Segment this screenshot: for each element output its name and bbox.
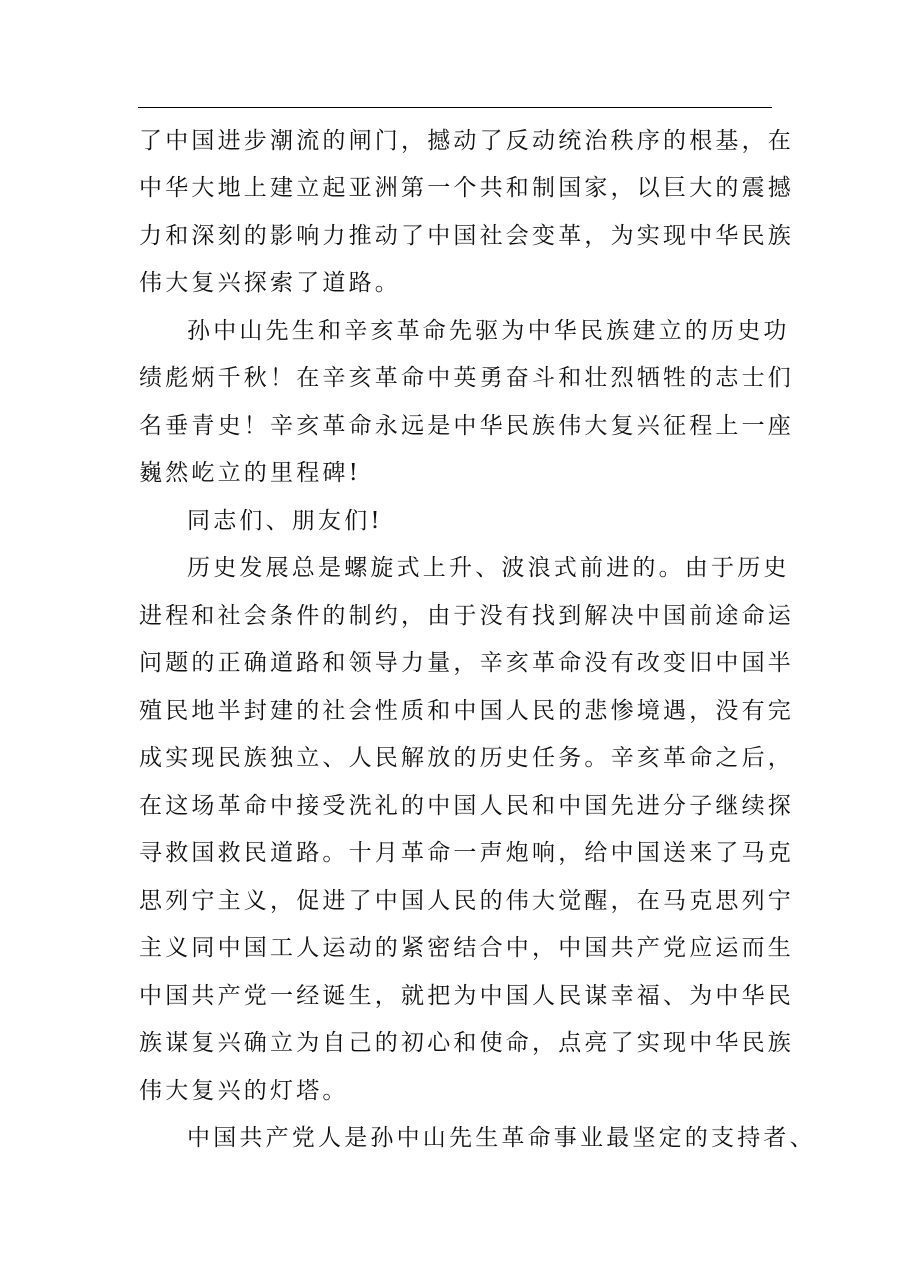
text-line-5: 孙中山先生和辛亥革命先驱为中华民族建立的历史功 [187,318,790,344]
text-line-12: 问题的正确道路和领导力量，辛亥革命没有改变旧中国半 [139,650,794,676]
text-line-18: 主义同中国工人运动的紧密结合中，中国共产党应运而生 [139,935,794,961]
text-line-19: 中国共产党一经诞生，就把为中国人民谋幸福、为中华民 [139,983,794,1009]
text-line-2: 中华大地上建立起亚洲第一个共和制国家，以巨大的震撼 [139,175,794,201]
text-line-10: 历史发展总是螺旋式上升、波浪式前进的。由于历史 [187,555,790,581]
text-line-4: 伟大复兴探索了道路。 [139,270,401,296]
text-line-16: 寻救国救民道路。十月革命一声炮响，给中国送来了马克 [139,840,794,866]
text-line-17: 思列宁主义，促进了中国人民的伟大觉醒，在马克思列宁 [139,888,794,914]
text-line-22: 中国共产党人是孙中山先生革命事业最坚定的支持者、 [187,1125,816,1151]
text-line-14: 成实现民族独立、人民解放的历史任务。辛亥革命之后， [139,745,794,771]
text-line-8: 巍然屹立的里程碑! [139,460,362,486]
text-line-7: 名垂青史！辛亥革命永远是中华民族伟大复兴征程上一座 [139,413,794,439]
text-line-6: 绩彪炳千秋！在辛亥革命中英勇奋斗和壮烈牺牲的志士们 [139,365,794,391]
text-line-13: 殖民地半封建的社会性质和中国人民的悲惨境遇，没有完 [139,698,794,724]
text-line-11: 进程和社会条件的制约，由于没有找到解决中国前途命运 [139,603,794,629]
header-rule [138,107,772,108]
text-line-15: 在这场革命中接受洗礼的中国人民和中国先进分子继续探 [139,793,794,819]
text-line-3: 力和深刻的影响力推动了中国社会变革，为实现中华民族 [139,223,794,249]
text-line-21: 伟大复兴的灯塔。 [139,1078,349,1104]
text-line-9: 同志们、朋友们! [187,508,383,534]
text-line-20: 族谋复兴确立为自己的初心和使命，点亮了实现中华民族 [139,1030,794,1056]
text-line-1: 了中国进步潮流的闸门，撼动了反动统治秩序的根基，在 [139,128,794,154]
